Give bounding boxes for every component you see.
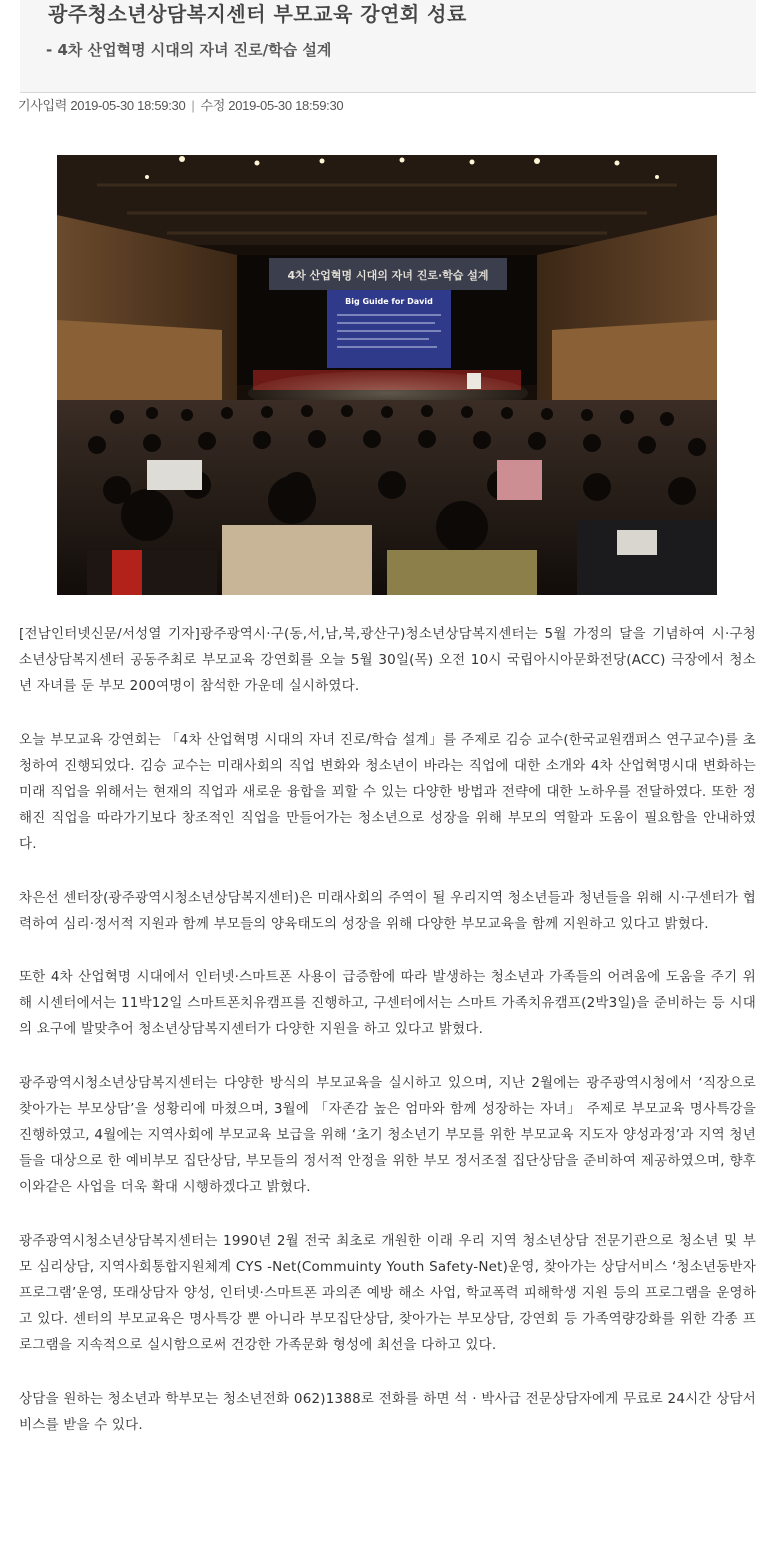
article-title: 광주청소년상담복지센터 부모교육 강연회 성료 [48,2,467,26]
dateline-separator: | [191,98,195,113]
article-header [20,0,756,93]
paragraph-4: 또한 4차 산업혁명 시대에서 인터넷·스마트폰 사용이 급증함에 따라 발생하는 청소년과 가족들의 어려움에 도움을 주기 위해 시센터에서는 11박12일 스마트폰치유캠프를 진행하고, 구센터에서는 스마트 가족치유캠프(2박3일)을 준비하는 등 시대의 요구에 발맞추어 청소년상담복지센터가 다양한 지원을 하고 있다고 밝혔다. [19,969,756,1038]
updated-date: 2019-05-30 18:59:30 [228,98,344,113]
article-photo [57,155,717,595]
paragraph-3: 차은선 센터장(광주광역시청소년상담복지센터)은 미래사회의 주역이 될 우리지역 청소년들과 청년들을 위해 시·구센터가 협력하여 심리·정서적 지원과 함께 부모들의 양육태도의 성장을 위해 다양한 부모교육을 함께 지원하고 있다고 밝혔다. [19,889,756,932]
paragraph-5: 광주광역시청소년상담복지센터는 다양한 방식의 부모교육을 실시하고 있으며, 지난 2월에는 광주광역시청에서 ‘직장으로 찾아가는 부모상담’을 성황리에 마쳤으며, 3월에 「자존감 높은 엄마와 함께 성장하는 자녀」 주제로 부모교육 명사특강을 진행하였고, 4월에는 지역사회에 부모교육 보급을 위해 ‘초기 청소년기 부모를 위한 부모교육 지도자 양성과정’과 지역 청년들을 대상으로 한 예비부모 집단상담, 부모들의 정서적 안정을 위한 부모 정서조절 집단상담을 준비하여 제공하였으며, 향후 이와같은 사업을 더욱 확대 시행하겠다고 밝혔다. [19,1074,756,1196]
article-subtitle: - 4차 산업혁명 시대의 자녀 진로/학습 설계 [46,41,332,59]
lecture-hall-photo [57,155,717,595]
article-body [19,621,756,1465]
screen-title-text: Big Guide for David [345,297,433,306]
stage-banner-text: 4차 산업혁명 시대의 자녀 진로·학습 설계 [287,269,489,282]
article-dateline [18,98,343,114]
paragraph-7: 상담을 원하는 청소년과 학부모는 청소년전화 062)1388로 전화를 하면 석 · 박사급 전문상담자에게 무료로 24시간 상담서비스를 받을 수 있다. [19,1390,756,1433]
updated-label: 수정 [200,98,225,113]
paragraph-6: 광주광역시청소년상담복지센터는 1990년 2월 전국 최초로 개원한 이래 우리 지역 청소년상담 전문기관으로 청소년 및 부모 심리상담, 지역사회통합지원체계 CYS -Net(Commuinty Youth Safety-Net)운영, 찾아가는 상담서비스 ‘청소년동반자 프로그램’운영, 또래상담자 양성, 인터넷·스마트폰 과의존 예방 해소 사업, 학교폭력 피해학생 지원 등의 프로그램을 운영하고 있다. 센터의 부모교육은 명사특강 뿐 아니라 부모집단상담, 찾아가는 부모상담, 강연회 등 가족역량강화를 위한 각종 프로그램을 지속적으로 실시함으로써 건강한 가족문화 형성에 최선을 다하고 있다. [19,1232,756,1354]
paragraph-1: [전남인터넷신문/서성열 기자]광주광역시·구(동,서,남,북,광산구)청소년상담복지센터는 5월 가정의 달을 기념하여 시·구청소년상담복지센터 공동주최로 부모교육 강연회를 오늘 5월 30일(목) 오전 10시 국립아시아문화전당(ACC) 극장에서 청소년 자녀를 둔 부모 200여명이 참석한 가운데 실시하였다. [19,626,756,695]
published-date: 2019-05-30 18:59:30 [70,98,186,113]
published-label: 기사입력 [18,98,68,113]
paragraph-2: 오늘 부모교육 강연회는 「4차 산업혁명 시대의 자녀 진로/학습 설계」를 주제로 김승 교수(한국교원캠퍼스 연구교수)를 초청하여 진행되었다. 김승 교수는 미래사회의 직업 변화와 청소년이 바라는 직업에 대한 소개와 4차 산업혁명시대 변화하는 미래 직업을 위해서는 현재의 직업과 새로운 융합을 꾀할 수 있는 다양한 방법과 전략에 대한 노하우를 전달하였다. 또한 정해진 직업을 따라가기보다 창조적인 직업을 만들어가는 청소년으로 성장을 위해 부모의 역할과 도움이 필요함을 안내하였다. [19,731,756,853]
